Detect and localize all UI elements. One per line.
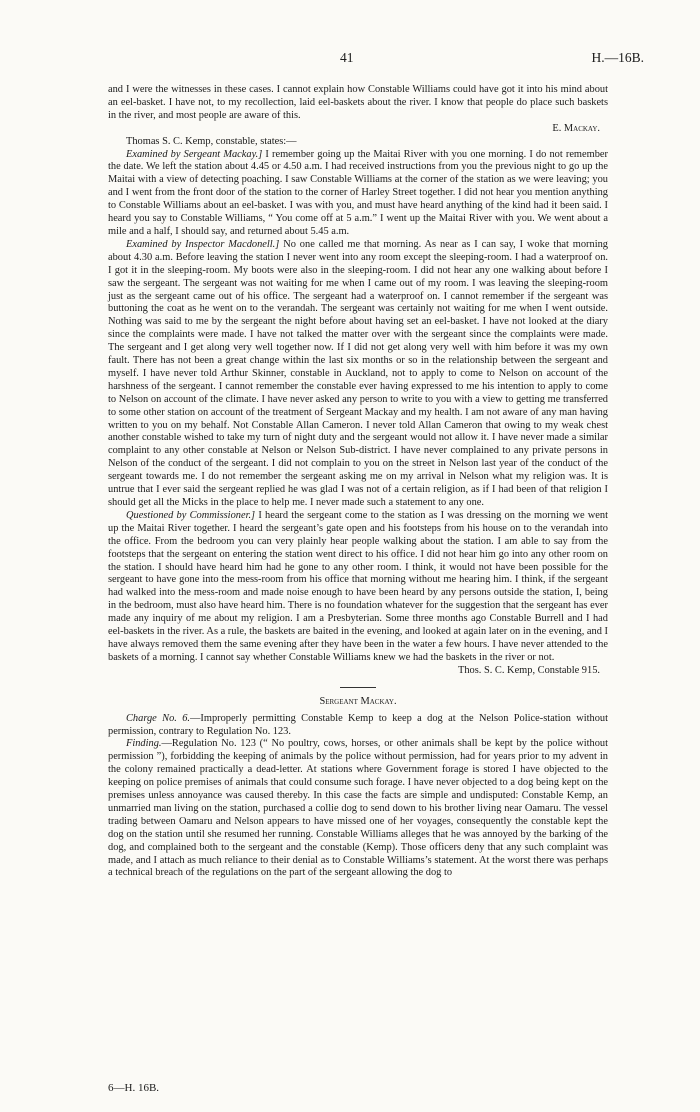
kemp-intro-text: Thomas S. C. Kemp, constable, states:— — [126, 135, 297, 147]
section-divider — [340, 687, 376, 688]
charge-label: Charge No. 6. — [126, 712, 191, 724]
document-reference: H.—16B. — [591, 50, 644, 65]
signature-mackay: E. Mackay. — [552, 122, 600, 134]
exam-text: No one called me that morning. As near as I can say, I woke that morning about 4.30 a.m. Before leaving the station I never went into any room except the sleeping-room. I had a waterproof on. I got it in the sleeping-room. My boots were also in the sleeping-room. I did not hear any one walking about before I saw the sergeant. The sergeant was not waiting for me when I came out of my room. I was leaving the sleeping-room just as the sergeant came out of his office. The sergeant had a waterproof on. I cannot remember if the sergeant was buttoning the coat as he went on to the verandah. The sergeant was certainly not waiting for me when I went outside. Nothing was said to me by the sergeant the night before about having set an eel-basket. I have not looked at the diary since the complaints were made. I have not talked the matter over with the sergeant since the complaints were made. The sergeant and I get along very well together now. If I did not get along very well with him before it was my own fault. There has not been a great change within the last six months or so in the relationship between the sergeant and myself. I have never told Arthur Skinner, constable in Auckland, not to apply to come to Nelson on account of the harshness of the sergeant. I cannot remember the constable ever having expressed to me his intention to apply to come to Nelson on account of the climate. I have never asked any person to write to you with a view to getting me transferred to some other station on account of the treatment of Sergeant Mackay and my health. I am not aware of any man having written to you on my behalf. Not Constable Allan Cameron. I never told Allan Cameron that owing to my weak chest another constable wished to take my turn of night duty and the sergeant would not allow it. I have never made a similar complaint to any other constable at Nelson or Nelson Sub-district. I have never complained to any private persons in Nelson of the conduct of the sergeant. I did not complain to you on the street in Nelson last year of the conduct of the sergeant towards me. I do not remember the sergeant asking me on my arrival in Nelson what my religion was. It is untrue that I ever said the sergeant replied he was glad I was not of a certain religion, as if I had been of that religion I should get all the Micks in the place to help me. I never made such a statement to any one. — [108, 238, 608, 508]
kemp-exam-inspector — [108, 239, 608, 510]
exam-label: Questioned by Commissioner.] — [126, 509, 256, 521]
kemp-exam-commissioner — [108, 510, 608, 665]
exam-text: I remember going up the Maitai River with you one morning. I do not remember the date. We left the station about 4.45 or 4.50 a.m. I had received instructions from you the previous night to go up the Maitai with a view of detecting poaching. I saw Constable Williams at the corner of the station as we were leaving; you and I went from the front door of the station to the corner of Harley Street together. I did not hear you mention anything to Constable Williams about an eel-basket. I was with you, and must have heard anything of the kind had it been said. I heard you say to Constable Williams, “ You come off at 5 a.m.” I went up the Maitai River with you. We went about a mile and a half, I should say, and returned about 5.45 a.m. — [108, 148, 608, 237]
page-header — [108, 50, 664, 66]
charge-text: —Improperly permitting Constable Kemp to keep a dog at the Nelson Police-station without permission, contrary to Regulation No. 123. — [108, 712, 608, 737]
charge-paragraph — [108, 713, 608, 739]
exam-label: Examined by Sergeant Mackay.] — [126, 148, 263, 160]
intro-paragraph: and I were the witnesses in these cases. I cannot explain how Constable Williams could have got it into his mind about an eel-basket. I have not, to my recollection, laid eel-baskets about the river. I know that people do place such baskets in the river, and most people are aware of this. — [108, 84, 608, 121]
signature-kemp: Thos. S. C. Kemp, Constable 915. — [457, 664, 600, 676]
section-heading: Sergeant Mackay. — [319, 695, 397, 707]
signature-mark: 6—H. 16B. — [108, 1082, 160, 1094]
kemp-exam-sergeant — [108, 149, 608, 239]
exam-label: Examined by Inspector Macdonell.] — [126, 238, 280, 250]
finding-label: Finding. — [126, 738, 162, 750]
document-body — [108, 84, 608, 880]
page-number: 41 — [340, 50, 354, 65]
kemp-intro — [108, 136, 608, 149]
finding-paragraph — [108, 738, 608, 880]
finding-text: —Regulation No. 123 (“ No poultry, cows, horses, or other animals shall be kept by the police without permission ”), forbidding the keeping of animals by the police without permission, had for years prior to my advent in the colony remained practically a dead-letter. At stations where Government forage is stored I have objected to the keeping on police premises of animals that could consume such forage. I have never objected to a dog being kept on the premises unless annoyance was caused thereby. In this case the facts are simple and undisputed: Constable Kemp, an unmarried man living on the station, purchased a collie dog to send down to his brother living near Oamaru. The vessel trading between Oamaru and Nelson appears to have missed one of her voyages, consequently the constable kept the dog on the station until she resumed her running. Constable Williams alleges that he was annoyed by the barking of the dog, and complained both to the sergeant and the constable (Kemp). Those officers deny that any such complaint was made, and I attach as much reliance to their denial as to Constable Williams’s statement. At the worst there was perhaps a technical breach of the regulations on the part of the sergeant allowing the dog to — [108, 738, 608, 879]
exam-text: I heard the sergeant come to the station as I was dressing on the morning we went up the Maitai River together. I heard the sergeant’s gate open and his footsteps from his house on to the verandah into the office. From the bedroom you can very plainly hear people walking about the station. I am able to say from the footsteps that the sergeant on entering the station went direct to his office. I did not hear him go into any other room on the station. I should have heard him had he gone to any other room. I think, it would not have been possible for the sergeant to have gone into the mess-room from his office that morning without me hearing him. I think, if the sergeant had walked into the mess-room and made noise enough to have been heard by any persons outside the station, I, being in the bedroom, must also have heard him. There is no foundation whatever for the suggestion that the sergeant has ever made any inquiry of me about my religion. I am a Presbyterian. Some three months ago Constable Burrell and I had eel-baskets in the river. As a rule, the baskets are baited in the evening, and looked at again later on in the evening, and I have always removed them the same evening after they have been in the water a few hours. I have never attended to the baskets of a morning. I cannot say whether Constable Williams knew we had the baskets in the river or not. — [108, 509, 608, 663]
